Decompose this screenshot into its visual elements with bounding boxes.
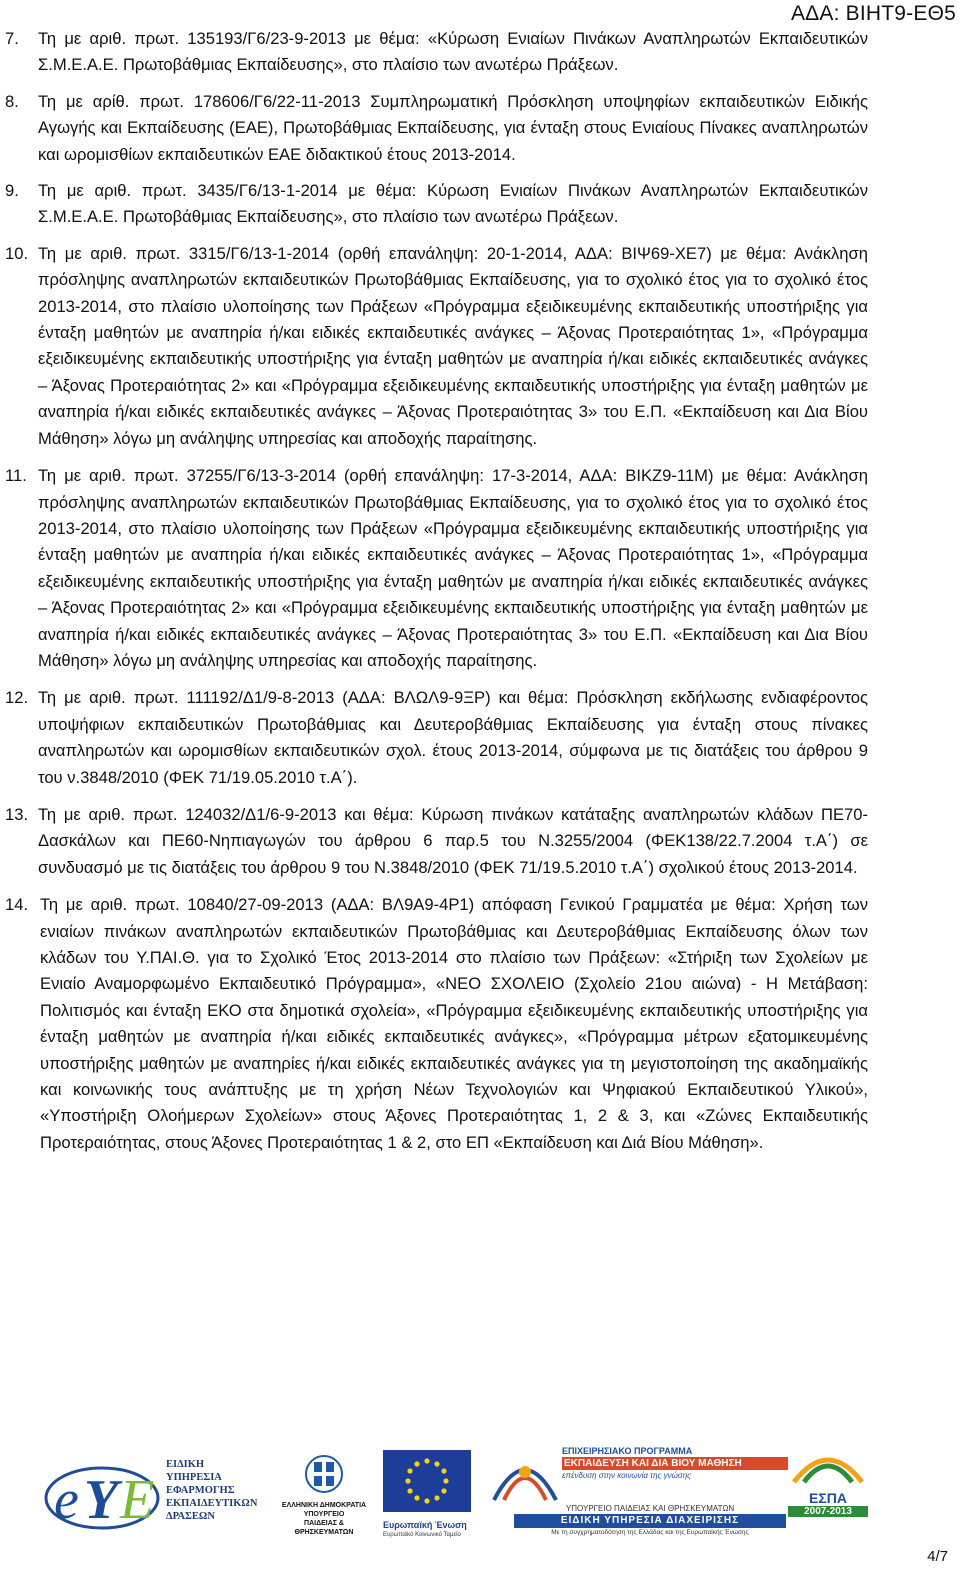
item-number: 14. — [5, 895, 29, 915]
page-number: 4/7 — [927, 1548, 948, 1565]
epe-cofunding: Με τη συγχρηματοδότηση της Ελλάδας και της Ευρωπαϊκής Ένωσης — [551, 1529, 749, 1536]
svg-text:e: e — [54, 1469, 79, 1531]
footer-logos — [0, 1436, 960, 1536]
item-text: Τη με αριθ. πρωτ. 124032/Δ1/6-9-2013 και θέμα: Κύρωση πινάκων κατάταξης αναπληρωτών κλάδων ΠΕ70-Δασκάλων και ΠΕ60-Νηπιαγωγών του άρθρου 6 παρ.5 του Ν.3255/2004 (ΦΕΚ138/22.7.2004 τ.Α΄) σε συνδυασμό με τις διατάξεις του άρθρου 9 του Ν.3848/2010 (ΦΕΚ 71/19.5.2010 τ.Α΄) σχολικού έτους 2013-2014. — [38, 804, 868, 877]
list-item — [0, 178, 960, 231]
list-item — [0, 89, 960, 168]
list-item — [0, 463, 960, 674]
eu-flag-icon — [383, 1450, 471, 1512]
epe-ministry: ΥΠΟΥΡΓΕΙΟ ΠΑΙΔΕΙΑΣ ΚΑΙ ΘΡΗΣΚΕΥΜΑΤΩΝ — [565, 1504, 735, 1513]
item-text: Τη με αριθ. πρωτ. 37255/Γ6/13-3-2014 (ορθή επανάληψη: 17-3-2014, ΑΔΑ: ΒΙΚΖ9-11Μ) με θέμα: Ανάκληση πρόσληψης αναπληρωτών εκπαιδευτικών Πρωτοβάθμιας Εκπαίδευσης, για το σχολικό έτος για το σχολικό έτος 2013-2014, στο πλαίσιο υλοποίησης των Πράξεων «Πρόγραμμα εξειδικευμένης εκπαιδευτικής υποστήριξης για ένταξη μαθητών με αναπηρία ή/και ειδικές εκπαιδευτικές ανάγκες – Άξονας Προτεραιότητας 1», «Πρόγραμμα εξειδικευμένης εκπαιδευτικής υποστήριξης για ένταξη μαθητών με αναπηρία ή/και ειδικές εκπαιδευτικές ανάγκες – Άξονας Προτεραιότητας 2» και «Πρόγραμμα εξειδικευμένης εκπαιδευτικής υποστήριξης για ένταξη μαθητών με αναπηρία ή/και ειδικές εκπαιδευτικές ανάγκες – Άξονας Προτεραιότητας 3» του Ε.Π. «Εκπαίδευση και Δια Βίου Μάθηση» λόγω μη ανάληψης υπηρεσίας και αποδοχής παραίτησης. — [38, 466, 868, 670]
item-text: Τη με αρίθ. πρωτ. 178606/Γ6/22-11-2013 Συμπληρωματική Πρόσκληση υποψηφίων εκπαιδευτικών Ειδικής Αγωγής και Εκπαίδευσης (ΕΑΕ), Πρωτοβάθμιας Εκπαίδευσης, για ένταξη στους Ενιαίους Πίνακες αναπληρωτών και ωρομισθίων εκπαιδευτικών ΕΑΕ διδακτικού έτους 2013-2014. — [38, 91, 868, 164]
epe-program-name: ΕΚΠΑΙΔΕΥΣΗ ΚΑΙ ΔΙΑ ΒΙΟΥ ΜΑΘΗΣΗ — [562, 1457, 788, 1470]
item-number: 12. — [5, 688, 29, 708]
svg-text:E: E — [120, 1469, 155, 1531]
espa-emblem-icon — [788, 1442, 868, 1486]
epe-program-logo — [488, 1444, 788, 1542]
item-text: Τη με αριθ. πρωτ. 3315/Γ6/13-1-2014 (ορθή επανάληψη: 20-1-2014, ΑΔΑ: ΒΙΨ69-ΧΕ7) με θέμα: Ανάκληση πρόσληψης αναπληρωτών εκπαιδευτικών Πρωτοβάθμιας Εκπαίδευσης, για το σχολικό έτος για το σχολικό έτος 2013-2014, στο πλαίσιο υλοποίησης των Πράξεων «Πρόγραμμα εξειδικευμένης εκπαιδευτικής υποστήριξης για ένταξη μαθητών με αναπηρία ή/και ειδικές εκπαιδευτικές ανάγκες – Άξονας Προτεραιότητας 1», «Πρόγραμμα εξειδικευμένης εκπαιδευτικής υποστήριξης για ένταξη μαθητών με αναπηρία ή/και ειδικές εκπαιδευτικές ανάγκες – Άξονας Προτεραιότητας 2» και «Πρόγραμμα εξειδικευμένης εκπαιδευτικής υποστήριξης για ένταξη μαθητών με αναπηρία ή/και ειδικές εκπαιδευτικές ανάγκες – Άξονας Προτεραιότητας 3» του Ε.Π. «Εκπαίδευση και Δια Βίου Μάθηση» λόγω μη ανάληψης υπηρεσίας και αποδοχής παραίτησης. — [38, 243, 868, 448]
epe-title: ΕΠΙΧΕΙΡΗΣΙΑΚΟ ΠΡΟΓΡΑΜΜΑ — [562, 1446, 693, 1456]
item-text: Τη με αριθ. πρωτ. 135193/Γ6/23-9-2013 με θέμα: «Κύρωση Ενιαίων Πινάκων Αναπληρωτών Εκπαιδευτικών Σ.Μ.Ε.Α.Ε. Πρωτοβάθμιας Εκπαίδευσης», στο πλαίσιο των ανωτέρω Πράξεων. — [38, 29, 868, 75]
list-item — [0, 241, 960, 452]
eye-text-line: ΥΠΗΡΕΣΙΑ — [166, 1472, 222, 1483]
espa-title: ΕΣΠΑ — [809, 1490, 847, 1506]
eu-label: Ευρωπαϊκή Ένωση — [383, 1520, 467, 1530]
item-number: 8. — [5, 91, 19, 111]
item-number: 11. — [5, 466, 27, 486]
hellenic-republic-logo — [276, 1452, 372, 1542]
epe-agency: ΕΙΔΙΚΗ ΥΠΗΡΕΣΙΑ ΔΙΑΧΕΙΡΙΣΗΣ — [514, 1514, 786, 1528]
eye-text-line: ΕΚΠΑΙΔΕΥΤΙΚΩΝ — [166, 1498, 258, 1509]
greek-emblem-icon — [276, 1452, 372, 1496]
epe-emblem-icon — [490, 1446, 560, 1504]
list-item — [0, 892, 960, 1156]
eu-sublabel: Ευρωπαϊκό Κοινωνικό Ταμείο — [383, 1532, 461, 1538]
epe-tagline: επένδυση στην κοινωνία της γνώσης — [562, 1471, 692, 1480]
eye-text-line: ΕΦΑΡΜΟΓΗΣ — [166, 1485, 235, 1496]
gr-text-line: ΠΑΙΔΕΙΑΣ & — [304, 1520, 344, 1527]
list-item — [0, 802, 960, 881]
svg-text:Y: Y — [84, 1469, 119, 1531]
list-item — [0, 26, 960, 79]
eu-logo — [383, 1450, 471, 1546]
item-number: 9. — [5, 181, 19, 201]
item-number: 10. — [5, 243, 29, 263]
document-body — [0, 26, 960, 1156]
gr-text-line: ΥΠΟΥΡΓΕΙΟ — [303, 1511, 345, 1518]
item-text: Τη με αριθ. πρωτ. 10840/27-09-2013 (ΑΔΑ: ΒΛ9Α9-4Ρ1) απόφαση Γενικού Γραμματέα με θέμα: Χρήση των ενιαίων πινάκων αναπληρωτών εκπαιδευτικών Πρωτοβάθμιας και Δευτεροβάθμιας Εκπαίδευσης όλων των κλάδων του Υ.ΠΑΙ.Θ. για το Σχολικό Έτος 2013-2014 στο πλαίσιο των Πράξεων: «Στήριξη των Σχολείων με Ενιαίο Αναμορφωμένο Εκπαιδευτικό Πρόγραμμα», «ΝΕΟ ΣΧΟΛΕΙΟ (Σχολείο 21ου αιώνα) - Η Μετάβαση: Πολιτισμός και ένταξη ΕΚΟ στα δημοτικά σχολεία», «Πρόγραμμα εξειδικευμένης εκπαιδευτικής υποστήριξης για ένταξη μαθητών με αναπηρία ή/και ειδικές εκπαιδευτικές ανάγκες», «Πρόγραμμα μέτρων εξατομικευμένης υποστήριξης μαθητών με αναπηρίες ή/και ειδικές εκπαιδευτικές ανάγκες για τη μεγιστοποίηση της ακαδημαϊκής και κοινωνικής τους ανάπτυξης με τη χρήση Νέων Τεχνολογιών και Ψηφιακού Εκπαιδευτικού Υλικού», «Υποστήριξη Ολοήμερων Σχολείων» στους Άξονες Προτεραιότητας 1, 2 & 3, και «Ζώνες Εκπαιδευτικής Προτεραιότητας, στους Άξονες Προτεραιότητας 1 & 2, στο ΕΠ «Εκπαίδευση και Διά Βίου Μάθηση». — [40, 895, 868, 1152]
item-number: 13. — [5, 804, 29, 824]
eye-text-line: ΕΙΔΙΚΗ — [166, 1459, 205, 1470]
list-item — [0, 685, 960, 791]
item-text: Τη με αριθ. πρωτ. 3435/Γ6/13-1-2014 με θέμα: Κύρωση Ενιαίων Πινάκων Αναπληρωτών Εκπαιδευτικών Σ.Μ.Ε.Α.Ε. Πρωτοβάθμιας Εκπαίδευσης», στο πλαίσιο των ανωτέρω Πράξεων. — [38, 181, 868, 227]
eye-text-line: ΔΡΑΣΕΩΝ — [166, 1511, 215, 1522]
ada-code: ΑΔΑ: ΒΙΗΤ9-ΕΘ5 — [790, 2, 956, 25]
item-text: Τη με αριθ. πρωτ. 111192/Δ1/9-8-2013 (ΑΔΑ: ΒΛΩΛ9-9ΞΡ) και θέμα: Πρόσκληση εκδήλωσης ενδιαφέροντος υποψήφιων εκπαιδευτικών Πρωτοβάθμιας και Δευτεροβάθμιας Εκπαίδευσης για ένταξη στους πίνακες αναπληρωτών και ωρομισθίων εκπαιδευτικών σχολ. έτους 2013-2014, σύμφωνα με τις διατάξεις του άρθρου 9 του ν.3848/2010 (ΦΕΚ 71/19.05.2010 τ.Α΄). — [38, 688, 868, 787]
item-number: 7. — [5, 29, 19, 48]
espa-logo — [788, 1442, 868, 1517]
eye-logo — [40, 1456, 276, 1536]
gr-text-line: ΘΡΗΣΚΕΥΜΑΤΩΝ — [294, 1529, 354, 1536]
espa-period: 2007-2013 — [788, 1506, 868, 1517]
gr-text-line: ΕΛΛΗΝΙΚΗ ΔΗΜΟΚΡΑΤΙΑ — [281, 1502, 367, 1509]
